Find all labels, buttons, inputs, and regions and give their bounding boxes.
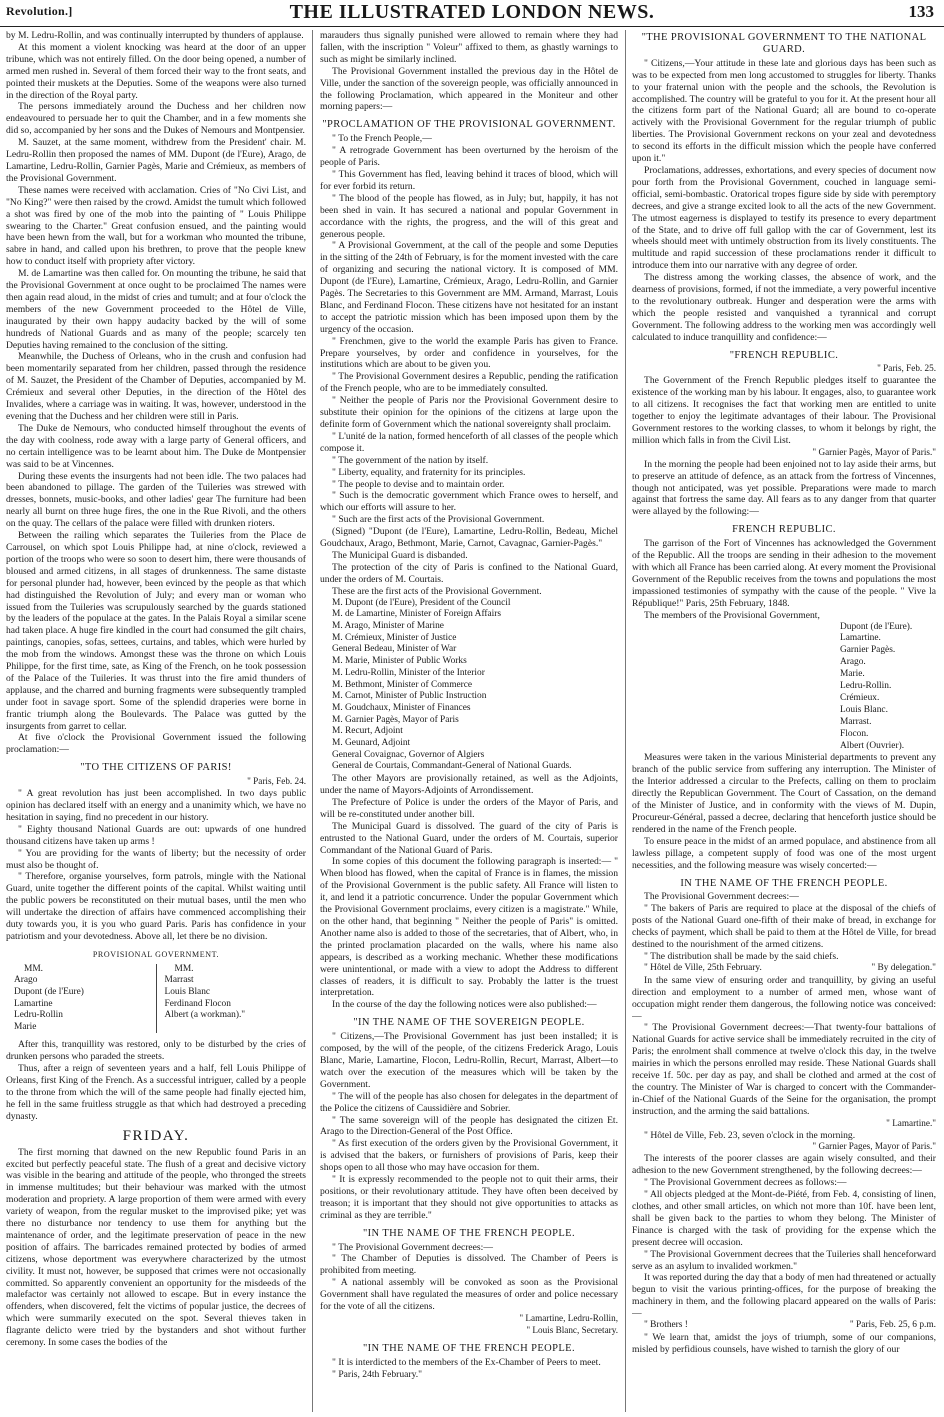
minister-entry: General Covaignac, Governor of Algiers: [332, 749, 485, 760]
member-entry: Crémieux.: [840, 692, 880, 703]
column-3: [632, 30, 936, 1412]
paragraph: The Municipal Guard is disbanded.: [332, 549, 468, 561]
sign-off-line: [632, 1320, 936, 1332]
minister-entry: M. Dupont (de l'Eure), President of the Council: [332, 597, 511, 608]
paragraph: " Hôtel de Ville, Feb. 23, seven o'clock in the morning.: [644, 1129, 856, 1141]
dateline: " Paris, Feb. 24.: [247, 776, 306, 787]
member-entry: Arago.: [840, 657, 866, 668]
signature-column-left: [6, 964, 157, 1034]
dateline: " Paris, Feb. 25, 6 p.m.: [849, 1320, 936, 1331]
sign-off-line: [632, 963, 936, 975]
paragraph: " It is interdicted to the members of the Ex-Chamber of Peers to meet.: [332, 1356, 601, 1368]
paragraph: " Frenchmen, give to the world the example Paris has given to France. Prepare yourselves, by order and confidence in yourselves, for the institutions which are about to be given you.: [320, 335, 618, 371]
paragraph: Proclamations, addresses, exhortations, and every species of document now pour forth from the Provisional Government, couched in language semi-official, semi-bombastic. Oratorical tropes figure side by side with peremptory decrees, and give a strange excited look to all the acts of the new Government. The utmost eagerness is displayed to testify its presence to every department of the State, and to drive off full gallop with the car of Government, lest its wheels should meet with untimely obstruction from its lively constituents. The multitude and rapid succession of these proclamations render it difficult to introduce them into our narrative with any degree of order.: [632, 164, 936, 272]
minister-entry: M. Geunard, Adjoint: [332, 738, 411, 749]
paragraph: " A Provisional Government, at the call of the people and some Deputies in the sitting of the 24th of February, is for the moment invested with the care of organizing and securing the national victory. It is composed of MM. Dupont (de l'Eure), Lamartine, Crémieux, Arago, Ledru-Rollin, and Garnier Pagès. The Secretaries to this Government are MM. Armand, Marrast, Louis Blanc, and Ferdinand Flocon. These citizens have not hesitated for an instant to accept the patriotic mission which has been imposed upon them by the urgency of the occasion.: [320, 240, 618, 335]
paragraph: by M. Ledru-Rollin, and was continually interrupted by thunders of applause.: [6, 30, 304, 41]
minister-entry: M. Goudchaux, Minister of Finances: [332, 702, 471, 713]
paragraph: " The Provisional Government decrees:—That twenty-four battalions of National Guards for active service shall be immediately recruited in the city of Paris; the enrolment shall commence at twelve o'clock this day, in the twelve mairies in which the persons enrolled may reside. These National Guards shall receive 1f. 50c. per day as pay, and shall be clothed and armed at the cost of the country. The Minister of War is charged to concert with the Commander-in-Chief of the National Guards of the Seine for the organisation, the prompt instruction, and the arming the said battalions.: [632, 1022, 936, 1117]
paragraph: " Liberty, equality, and fraternity for its principles.: [332, 466, 526, 478]
paragraph: The garrison of the Fort of Vincennes has acknowledged the Government of the Republic. All the troops are sending in their adhesion to the movement with which all France has been carried along. At every moment the Provisional Government of the Republic receives from the towns and populations the most impassioned testimonies of sympathy with the cause of the people. " Vive la République!" Paris, 25th February, 1848.: [632, 538, 936, 609]
newspaper-title: THE ILLUSTRATED LONDON NEWS.: [289, 1, 655, 23]
paragraph: " We learn that, amidst the joys of triumph, some of our companions, misled by perfidious counsels, have wished to tarnish the glory of our: [632, 1331, 936, 1355]
section-heading: "IN THE NAME OF THE FRENCH PEOPLE.: [362, 1227, 576, 1239]
signature-column-right: [157, 964, 307, 1034]
place-date: " Hôtel de Ville, 25th February.: [644, 962, 762, 973]
page-number: 133: [908, 2, 934, 21]
minister-entry: M. Ledru-Rollin, Minister of the Interior: [332, 667, 485, 678]
minister-entry: General de Courtais, Commandant-General of National Guards.: [332, 761, 572, 772]
paragraph: In the morning the people had been enjoined not to lay aside their arms, but to preserve an attitude of defence, as an attack from the fortress of Vincennes, though not anticipated, was yet possible. Preparations were made to march against that fortress the same day. All fears as to any danger from that quarter were allayed by the following:—: [632, 458, 936, 518]
signature: " Lamartine.": [886, 1117, 936, 1128]
paragraph: These names were received with acclamation. Cries of "No Civi List, and "No King?" were then raised by the crowd. Amidst the tumult which followed a shot was fired by one of the mob into the painting of " Louis Philippe swearing to the Charter." Great confusion ensued, and the painting would have been hewn from the wall, but for a workman who mounted the tribune, sabre in hand, and called upon his brethren, to prove that the people knew how to conduct itself with propriety after victory.: [6, 184, 306, 268]
signatory: Lamartine: [14, 998, 53, 1009]
paragraph: The first morning that dawned on the new Republic found Paris in an excited but perfectly peaceful state. The flush of a great and decisive victory was visible in the bearing and attitude of the people, who thronged the streets in immense multitudes; but their behaviour was marked with the utmost moderation and propriety. A large proportion of them were armed with every variety of weapon, from the regular musket to the improvised pike; yet was there no disturbance nor tendency to use them for anything but the maintenance of order, and the legitimate preservation of peace in the new position of affairs. The barricades remained protected by bodies of armed citizens, whose deportment was everywhere characterized by the utmost civility. It must not, however, be supposed that crimes were not occasionally committed. So apparently convenient an opportunity for the misdeeds of the malefactor was certainly not allowed to escape. But in every instance the offenders, when discovered, felt the victims of popular justice, the decrees of which were summarily executed on the spot. Several thieves taken in flagrante delicto were tried by the bystanders and shot without further ceremony. In some cases the bodies of the: [6, 1146, 306, 1349]
section-label: Revolution.]: [6, 4, 73, 18]
paragraph: Measures were taken in the various Ministerial departments to prevent any branch of the public service from suffering any interruption. The Minister of the Interior addressed a circular to the Prefects, calling on them to proclaim directly the Republican Government. The Court of Cassation, on the demand of the Minister of Justice, and in conformity with the views of M. Dupin, Procureur-Général, passed a decree, declaring that henceforth justice should be rendered in the name of the French people.: [632, 752, 936, 835]
paragraph: At this moment a violent knocking was heard at the door of an upper tribune, which was not entirely filled. On the door being opened, a number of armed men rushed in. Several of them forced their way to the front seats, and pointed their muskets at the Deputies. Some of the weapons were also turned in the direction of the Royal party.: [6, 41, 306, 101]
member-entry: Marrast.: [840, 716, 872, 727]
paragraph: Thus, after a reign of seventeen years and a half, fell Louis Philippe of Orleans, first King of the French. As a successful intriguer, called by a people to the throne from which the will of the same people had finally ejected him, he fell in the same fruitless struggle as that which had destroyed a preceding dynasty.: [6, 1063, 306, 1122]
paragraph: " The Provisional Government desires a Republic, pending the ratification of the French people, who are to be immediately consulted.: [320, 371, 618, 395]
signature-table: [6, 964, 306, 1034]
section-heading: "IN THE NAME OF THE FRENCH PEOPLE.: [362, 1342, 576, 1354]
paragraph: The Municipal Guard is dissolved. The guard of the city of Paris is entrusted to the National Guard, under the orders of M. Courtais, superior Commandant of the National Guard of Paris.: [320, 820, 618, 856]
paragraph: The Provisional Government installed the previous day in the Hôtel de Ville, under the sanction of the sovereign people, was officially announced in the following Proclamation, which appeared in the Moniteur and other morning papers:—: [320, 65, 618, 113]
member-entry: Albert (Ouvrier).: [840, 740, 905, 751]
signatory: Arago: [14, 975, 38, 986]
section-heading: IN THE NAME OF THE FRENCH PEOPLE.: [680, 877, 888, 889]
paragraph: The distress among the working classes, the absence of work, and the dearness of provisions, formed, if not the immediate, a very powerful incentive to the revolutionary outbreak. Hunger and desperation were the arms with which the people resisted and vanquished a tyrannical and corrupt Government. The following address to the working men was accordingly well calculated to induce tranquillity and confidence:—: [632, 272, 936, 343]
signature: " Lamartine, Ledru-Rollin,: [519, 1313, 618, 1324]
member-entry: Garnier Pagès.: [840, 645, 896, 656]
paragraph: To ensure peace in the midst of an armed populace, and abstinence from all lawless pillage, a competent supply of food was one of the most urgent necessities, and the following measure was wisely concerted:—: [632, 835, 936, 871]
paragraph: " The Provisional Government decrees that the Tuileries shall henceforward serve as an asylum to invalided workmen.": [632, 1248, 936, 1272]
paragraph: The Provisional Government decrees:—: [644, 891, 799, 903]
paragraph: In some copies of this document the following paragraph is inserted:— " When blood has flowed, when the capital of France is in flames, the mission of the Provisional Government is the public safety. All France will listen to it, and lend it a patriotic concurrence. Under the popular Government which the Provisional Government proclaims, every citizen is a magistrate." While, on the other hand, that beginning " Neither the people of Paris" is omitted. Another name also is added to those of the secretaries, that of Albert, who, in the printed proclamation placarded on the walls, where his name also appears, is described as a working mechanic. Whether these modifications were unintentional, or made with a view to adopt the Address to different classes of readers, it is difficult to say. Probably the latter is the truest interpretation.: [320, 856, 618, 999]
paragraph: " The Provisional Government decrees:—: [332, 1241, 493, 1253]
paragraph: Between the railing which separates the Tuileries from the Place de Carrousel, on which spot Louis Philippe had, at nine o'clock, reviewed a portion of the troops who were so soon to desert him, there were thousands of bloused and armed citizens, in all stages of drunkenness. The same distaste for personal plunder had, however, been evinced by the people as that which had distinguished the Revolution of July; and every man or woman who issued from the Tuileries was scrupulously searched by the guards stationed by the leaders of the populace at the gates. In the Palais Royal a similar scene had taken place. A huge fire kindled in the court had consumed the gilt chairs, paintings, canopies, sofas, settees, curtains, and tables, which were hurled by the mob from the windows. Amongst these was the throne on which Louis Philippe, for the first time, sate, as King of the French, on he took possession of the Palace of the Tuileries. It was thrust into the fire amid thunders of applause, and the charred and burning fragments were subsequently trampled under foot in savage sport. Some of the splendid draperies were borne in frantic triumph along the Boulevards. The Palace was gutted by the insurgents from garret to cellar.: [6, 530, 306, 732]
paragraph: These are the first acts of the Provisional Government.: [332, 585, 542, 597]
signature-header: MM.: [24, 963, 44, 974]
signatory: Ledru-Rollin: [14, 1010, 63, 1021]
minister-entry: M. Marie, Minister of Public Works: [332, 656, 467, 667]
paragraph: The Duke de Nemours, who conducted himself throughout the events of the day with coolness, rode away with a large party of General officers, and no certain intelligence was to be learnt about him. The Duke de Montpensier was said to be at Vincennes.: [6, 422, 306, 470]
paragraph: " The blood of the people has flowed, as in July; but, happily, it has not been shed in vain. It has secured a national and popular Government in accordance with the rights, the progress, and the will of this great and generous people.: [320, 192, 618, 240]
paragraph: " Citizens,—The Provisional Government has just been installed; it is composed, by the will of the people, of the citizens Frederick Arago, Louis Blanc, Marie, Lamartine, Flocon, Ledru-Rollin, Recurt, Marrast, Albert—to watch over the execution of the measures which will be taken by the Government.: [320, 1031, 618, 1090]
signature: " By delegation.": [871, 962, 936, 973]
section-heading: "THE PROVISIONAL GOVERNMENT TO THE NATIONAL GUARD.: [641, 32, 927, 55]
paragraph: At five o'clock the Provisional Government issued the following proclamation:—: [6, 732, 306, 756]
paragraph: In the course of the day the following notices were also published:—: [332, 999, 597, 1011]
paragraph: In the same view of ensuring order and tranquillity, by giving an useful direction and employment to a number of armed men, whose want of occupation might render them dangerous, the following notice was conceived:—: [632, 974, 936, 1022]
paragraph: (Signed) "Dupont (de l'Eure), Lamartine, Ledru-Rollin, Bedeau, Michel Goudchaux, Arago, Bethmont, Marie, Carnot, Cavagnac, Garnier-Pagès.": [320, 526, 618, 550]
section-heading: "PROCLAMATION OF THE PROVISIONAL GOVERNMENT.: [322, 119, 616, 131]
signature-heading: PROVISIONAL GOVERNMENT.: [92, 949, 220, 959]
paragraph: M. Sauzet, at the same moment, withdrew from the President' chair. M. Ledru-Rollin then proposed the names of MM. Dupont (de l'Eure), Arago, de Lamartine, Ledru-Rollin, Garnier Pagès, Marie and Crémieux, as members of the Provisional Government.: [6, 137, 306, 184]
minister-entry: M. Arago, Minister of Marine: [332, 621, 444, 631]
member-entry: Louis Blanc.: [840, 704, 888, 715]
signatory: Ferdinand Flocon: [164, 998, 231, 1009]
paragraph: " To the French People,—: [332, 133, 432, 145]
paragraph: " This Government has fled, leaving behind it traces of blood, which will for ever forbid its return.: [320, 168, 618, 192]
paragraph: The persons immediately around the Duchess and her children now endeavoured to persuade her to quit the Chamber, and in a few moments she did so, accompanied by her sons and the Dukes of Nemours and Montpensier.: [6, 101, 306, 137]
masthead: [0, 0, 944, 27]
minister-entry: M. Recurt, Adjoint: [332, 726, 403, 737]
member-entry: Ledru-Rollin.: [840, 681, 892, 692]
paragraph: The Prefecture of Police is under the orders of the Mayor of Paris, and will be re-constituted under another bill.: [320, 796, 618, 820]
signatory: Louis Blanc: [164, 986, 211, 997]
paragraph: marauders thus signally punished were allowed to remain where they had fallen, with the inscription " Voleur" affixed to them, as ghastly warnings to such as might be similarly inclined.: [320, 30, 618, 65]
section-heading: "TO THE CITIZENS OF PARIS!: [80, 762, 232, 774]
member-entry: Marie.: [840, 669, 865, 680]
paragraph: " It is expressly recommended to the people not to quit their arms, their positions, or their revolutionary attitude. They have often been deceived by treason; it is important that they should not give opportunities to attacks as criminal as they are terrible.": [320, 1174, 618, 1221]
paragraph: The Government of the French Republic pledges itself to guarantee the existence of the working man by his labour. It engages, also, to guarantee work to all citizens. It recognises the fact that working men are entitled to unite together to enjoy the legitimate advantages of their labour. The Provisional Government restores to the working classes, to whom it belongs by right, the million which falls in from the Civil List.: [632, 375, 936, 446]
member-entry: Flocon.: [840, 728, 869, 739]
paragraph: " You are providing for the wants of liberty; but the necessity of order must also be thought of.: [6, 847, 306, 871]
minister-entry: General Bedeau, Minister of War: [332, 644, 457, 655]
paragraph: " The people to devise and to maintain order.: [332, 478, 505, 490]
paragraph: " Such is the democratic government which France owes to herself, and which our efforts will assure to her.: [320, 490, 618, 514]
signature-header: MM.: [174, 963, 194, 974]
member-entry: Dupont (de l'Eure).: [840, 621, 913, 632]
column-2: [320, 30, 618, 1412]
paragraph: Meanwhile, the Duchess of Orleans, who in the crush and confusion had been momentarily separated from her children, passed through the residence of M. Sauzet, the President of the Chamber of Deputies, accompanied by M. Crémieux and several other Deputies, in the direction of the Hôtel des Invalides, where a carriage was in waiting. It was, however, understood in the evening that the Duchess and her children were still in Paris.: [6, 351, 306, 422]
minister-entry: M. Crémieux, Minister of Justice: [332, 632, 457, 643]
paragraph: " As first execution of the orders given by the Provisional Government, it is advised that the bakers, or furnishers of provisions of Paris, keep their shops open to all those who may have occasion for them.: [320, 1138, 618, 1174]
paragraph: M. de Lamartine was then called for. On mounting the tribune, he said that the Provisional Government at once ought to be proclaimed The names were then again read aloud, in the midst of cries and tumult; and at four o'clock the members of the new Government proceeded to the Hôtel de Ville, inaugurated by their own happy audacity backed by the will of some hundreds of National Guards and as many of the people; scarcely ten Deputies having remained to the conclusion of the sitting.: [6, 268, 306, 351]
members-list: [632, 622, 936, 753]
paragraph: " The distribution shall be made by the said chiefs.: [644, 950, 839, 962]
salutation: " Brothers !: [644, 1320, 688, 1331]
paragraph: " Therefore, organise yourselves, form patrols, mingle with the National Guard, unite together the different points of the capital. Whilst waiting until the public powers be reconstituted on their mutual bases, until the men who will undertake the direction of affairs have commenced accomplishing their duty towards you, it is you who guard Paris. Paris has confidence in your patriotism and your devotedness. Above all, let there be no division.: [6, 871, 306, 942]
section-heading: "IN THE NAME OF THE SOVEREIGN PEOPLE.: [353, 1017, 585, 1029]
section-heading: FRENCH REPUBLIC.: [732, 524, 836, 536]
minister-entry: M. Bethmont, Minister of Commerce: [332, 679, 473, 690]
paragraph: " The Chamber of Deputies is dissolved. The Chamber of Peers is prohibited from meeting.: [320, 1253, 618, 1277]
paragraph: During these events the insurgents had not been idle. The two palaces had been abandoned to pillage. The garden of the Tuileries was strewed with dresses, bonnets, music-books, and other ladies' gear The furniture had been nearly all burnt on three huge fires, the one in the Rue Rivoli, and the others on the quay. The cellars of the palace were filled with drunken rioters.: [6, 470, 306, 530]
paragraph: " Paris, 24th February.": [332, 1368, 423, 1380]
ministers-list: [320, 598, 618, 774]
signature: " Louis Blanc, Secretary.: [526, 1324, 618, 1335]
paragraph: " A retrograde Government has been overturned by the heroism of the people of Paris.: [320, 145, 618, 169]
paragraph: It was reported during the day that a body of men had threatened or actually begun to visit the various printing-offices, for the purpose of breaking the machinery in them, and the following placard appeared on the walls of Paris:—: [632, 1272, 936, 1320]
paragraph: " Citizens,—Your attitude in these late and glorious days has been such as was to be expected from men long accustomed to struggles for liberty. Thanks to your fraternal union with the people and the schools, the Revolution is accomplished. The country will be grateful to you for it. At the present hour all the citizens form part of the National Guard; all are bound to co-operate actively with the Provisional Government for the regular triumph of public liberties. The Provisional Government reckons on your zeal and devotedness to second its efforts in the difficult mission which the people have conferred upon it.": [632, 57, 936, 165]
paragraph: " L'unité de la nation, formed henceforth of all classes of the people which compose it.: [320, 430, 618, 454]
minister-entry: M. de Lamartine, Minister of Foreign Affairs: [332, 609, 502, 620]
paragraph: " A great revolution has just been accomplished. In two days public opinion has declared itself with an energy and a unanimity which, we have no hesitation in saying, find no precedent in our history.: [6, 788, 306, 823]
paragraph: " The Provisional Government decrees as follows:—: [644, 1177, 847, 1189]
paragraph: " All objects pledged at the Mont-de-Piété, from Feb. 4, consisting of linen, clothes, and other small articles, on which not more than 10f. have been lent, shall be given back to the parties to whom they belong. The Minister of Finance is charged with the task of providing for the expense which the present decree will occasion.: [632, 1189, 936, 1248]
paragraph: After this, tranquillity was restored, only to be disturbed by the cries of drunken persons who paraded the streets.: [6, 1039, 306, 1063]
signature: " Garnier Pages, Mayor of Paris.": [812, 1141, 936, 1152]
signatory: Dupont (de l'Eure): [14, 986, 84, 997]
paragraph: " The same sovereign will of the people has designated the citizen Et. Arago to the Direction-General of the Post Office.: [320, 1114, 618, 1138]
paragraph: " The government of the nation by itself.: [332, 454, 489, 466]
paragraph: The members of the Provisional Government,: [644, 609, 820, 621]
minister-entry: M. Carnot, Minister of Public Instruction: [332, 691, 487, 702]
paragraph: " Neither the people of Paris nor the Provisional Government desire to substitute their opinion for the opinions of the citizens at large upon the definite form of Government which the national sovereignty shall proclaim.: [320, 395, 618, 430]
signatory: Albert (a workman).": [164, 1010, 246, 1021]
signatory: Marrast: [164, 975, 194, 986]
paragraph: " The will of the people has also chosen for delegates in the department of the Police the citizens of Caussidière and Sobrier.: [320, 1090, 618, 1114]
dateline: " Paris, Feb. 25.: [877, 363, 936, 374]
paragraph: The protection of the city of Paris is confined to the National Guard, under the orders of M. Courtais.: [320, 561, 618, 585]
paragraph: The interests of the poorer classes are again wisely consulted, and their adhesion to the new Government strengthened, by the following decrees:—: [632, 1153, 936, 1177]
paragraph: " A national assembly will be convoked as soon as the Provisional Government shall have regulated the measures of order and police necessary for the vote of all the citizens.: [320, 1277, 618, 1313]
minister-entry: M. Garnier Pagès, Mayor of Paris: [332, 714, 459, 725]
signatory: Marie: [14, 1021, 37, 1032]
section-heading: "FRENCH REPUBLIC.: [729, 349, 839, 361]
column-rule: [312, 30, 313, 1412]
signature: " Garnier Pagès, Mayor of Paris.": [812, 446, 936, 457]
column-1: [6, 30, 306, 1412]
paragraph: " Such are the first acts of the Provisional Government.: [332, 514, 545, 526]
column-rule: [625, 30, 626, 1412]
friday-heading: FRIDAY.: [122, 1127, 190, 1144]
paragraph: The other Mayors are provisionally retained, as well as the Adjoints, under the name of Mayors-Adjoints of Arrondissement.: [320, 773, 618, 797]
paragraph: " Eighty thousand National Guards are out: upwards of one hundred thousand citizens have taken up arms !: [6, 823, 306, 847]
member-entry: Lamartine.: [840, 633, 881, 644]
paragraph: " The bakers of Paris are required to place at the disposal of the chiefs of posts of the National Guard one-fifth of their make of bread, in exchange for checks of payment, which shall be paid to them at the Hôtel de Ville, for bread destined to the nourishment of the armed citizens.: [632, 903, 936, 951]
